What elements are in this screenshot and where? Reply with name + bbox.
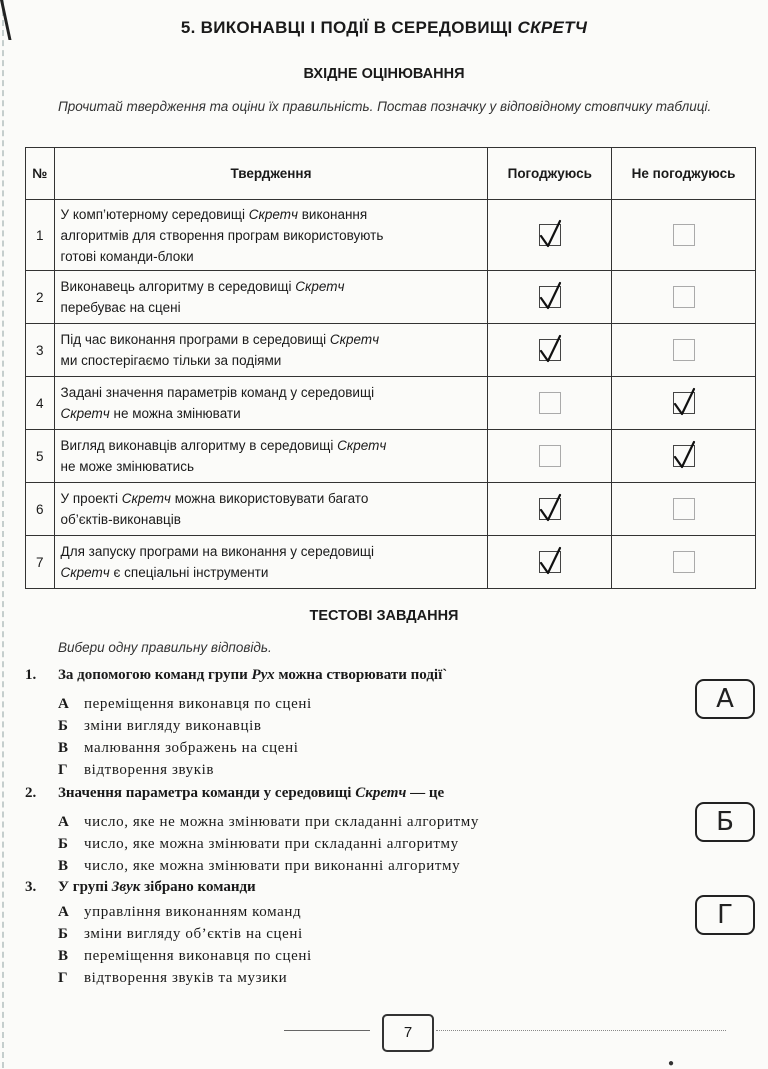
footer-line-left: [284, 1030, 370, 1031]
option-text: число, яке не можна змінювати при складанні алгоритму: [84, 814, 479, 830]
agree-checkbox-cell: [488, 377, 612, 430]
statement-line: [61, 488, 482, 509]
disagree-checkbox[interactable]: [673, 286, 695, 308]
table-row: [26, 271, 756, 324]
statement-italic-term: Скретч: [295, 279, 345, 294]
option-letter: В: [58, 948, 69, 964]
checkmark-icon: [671, 440, 697, 470]
row-number: 4: [26, 377, 55, 430]
row-statement: [54, 483, 488, 536]
statement-text: не можна змінювати: [109, 406, 241, 421]
row-statement: [54, 271, 488, 324]
option-text: число, яке можна змінювати при складанні алгоритму: [84, 836, 459, 852]
answer-option[interactable]: [58, 740, 298, 757]
agree-checkbox-cell: [488, 324, 612, 377]
table-row: [26, 200, 756, 271]
option-letter: В: [58, 740, 69, 756]
question-text: [58, 879, 256, 896]
agree-checkbox[interactable]: [539, 498, 561, 520]
answer-box-q3: Г: [695, 895, 755, 935]
header-statement: Твердження: [54, 148, 488, 200]
agree-checkbox[interactable]: [539, 392, 561, 414]
statement-text: є спеціальні інструменти: [109, 565, 269, 580]
disagree-checkbox-cell: [612, 200, 756, 271]
header-agree: Погоджуюсь: [488, 148, 612, 200]
statement-line: [61, 276, 482, 297]
row-number: 6: [26, 483, 55, 536]
disagree-checkbox-cell: [612, 271, 756, 324]
disagree-checkbox-cell: [612, 377, 756, 430]
question-text: [58, 785, 444, 802]
answer-option[interactable]: [58, 904, 301, 921]
statement-italic-term: Скретч: [329, 332, 380, 347]
header-disagree: Не погоджуюсь: [612, 148, 756, 200]
statement-line: [61, 435, 482, 456]
disagree-checkbox[interactable]: [673, 339, 695, 361]
page-left-edge: [2, 0, 5, 1068]
option-letter: Г: [58, 762, 68, 778]
agree-checkbox[interactable]: [539, 339, 561, 361]
row-statement: [54, 430, 488, 483]
answer-option[interactable]: [58, 926, 303, 943]
agree-checkbox[interactable]: [539, 224, 561, 246]
statement-line: [61, 403, 482, 424]
checkmark-icon: [537, 334, 563, 364]
disagree-checkbox[interactable]: [673, 445, 695, 467]
statement-text: готові команди-блоки: [60, 248, 194, 264]
section-title-tests: ТЕСТОВІ ЗАВДАННЯ: [309, 608, 459, 624]
statement-text: Під час виконання програми в середовищі: [60, 332, 330, 347]
agree-checkbox[interactable]: [539, 286, 561, 308]
option-text: зміни вигляду об’єктів на сцені: [84, 926, 303, 942]
statement-line: [61, 562, 482, 583]
statement-text: Для запуску програми на виконання у середовищі: [60, 544, 374, 559]
option-text: малювання зображень на сцені: [84, 740, 299, 756]
agree-checkbox-cell: [488, 271, 612, 324]
question-italic-term: Звук: [111, 879, 141, 895]
option-text: відтворення звуків та музики: [84, 970, 288, 986]
statement-line: [61, 204, 482, 225]
question-number: 3.: [25, 879, 37, 895]
statement-italic-term: Скретч: [60, 406, 110, 421]
row-statement: [54, 324, 488, 377]
option-text: відтворення звуків: [84, 762, 215, 778]
option-text: переміщення виконавця по сцені: [84, 696, 312, 712]
row-number: 5: [26, 430, 55, 483]
option-text: число, яке можна змінювати при виконанні алгоритму: [84, 858, 461, 874]
row-statement: [54, 377, 488, 430]
option-text: переміщення виконавця по сцені: [84, 948, 312, 964]
option-letter: Б: [58, 926, 68, 942]
checkmark-icon: [537, 546, 563, 576]
answer-box-q1: А: [695, 679, 755, 719]
question-text-part: — це: [406, 785, 445, 801]
statement-line: [61, 456, 482, 477]
question-italic-term: Рух: [251, 667, 275, 683]
option-letter: А: [58, 696, 69, 712]
answer-option[interactable]: [58, 970, 287, 987]
agree-checkbox[interactable]: [539, 445, 561, 467]
row-statement: [54, 200, 488, 271]
statement-italic-term: Скретч: [121, 491, 171, 506]
answer-box-q2: Б: [695, 802, 755, 842]
question-italic-term: Скретч: [355, 785, 407, 801]
option-text: зміни вигляду виконавців: [84, 718, 262, 734]
table-row: [26, 377, 756, 430]
footer-dot-mark: ●: [668, 1058, 675, 1069]
row-number: 7: [26, 536, 55, 589]
disagree-checkbox[interactable]: [673, 498, 695, 520]
assessment-table: [25, 147, 756, 589]
agree-checkbox[interactable]: [539, 551, 561, 573]
statement-text: алгоритмів для створення програм використовують: [60, 227, 384, 243]
disagree-checkbox-cell: [612, 536, 756, 589]
disagree-checkbox[interactable]: [673, 551, 695, 573]
answer-option[interactable]: [58, 858, 460, 875]
answer-option[interactable]: [58, 836, 459, 853]
row-number: 1: [26, 200, 55, 271]
statement-text: не може змінюватись: [60, 459, 194, 474]
answer-option[interactable]: [58, 948, 312, 965]
checkmark-icon: [537, 493, 563, 523]
answer-option[interactable]: [58, 814, 479, 831]
table-row: [26, 536, 756, 589]
section1-instruction: Прочитай твердження та оціни їх правильність. Постав позначку у відповідному стовпчику таблиці.: [58, 99, 712, 114]
statement-line: [61, 350, 482, 371]
page-title-italic: СКРЕТЧ: [517, 18, 588, 37]
disagree-checkbox-cell: [612, 430, 756, 483]
question-text-part: У групі: [58, 879, 112, 895]
disagree-checkbox[interactable]: [673, 392, 695, 414]
row-statement: [54, 536, 488, 589]
option-letter: Б: [58, 718, 68, 734]
disagree-checkbox-cell: [612, 483, 756, 536]
row-number: 2: [26, 271, 55, 324]
agree-checkbox-cell: [488, 483, 612, 536]
table-row: [26, 430, 756, 483]
statement-text: виконання: [297, 206, 368, 222]
statement-italic-term: Скретч: [60, 565, 110, 580]
question-number: 2.: [25, 785, 37, 801]
answer-option[interactable]: [58, 762, 214, 779]
statement-text: об’єктів-виконавців: [60, 512, 181, 527]
page-number: 7: [382, 1014, 434, 1052]
option-letter: Б: [58, 836, 68, 852]
checkmark-icon: [537, 219, 563, 249]
statement-line: [61, 246, 482, 267]
answer-option[interactable]: [58, 718, 262, 735]
statement-text: Задані значення параметрів команд у середовищі: [60, 385, 375, 400]
statement-line: [61, 297, 482, 318]
question-text-part: можна створювати події`: [274, 667, 448, 683]
option-letter: А: [58, 814, 69, 830]
statement-text: У проекті: [60, 491, 122, 506]
question-text: [58, 667, 447, 684]
header-number: №: [26, 148, 55, 200]
page-title-prefix: 5. ВИКОНАВЦІ І ПОДІЇ В СЕРЕДОВИЩІ: [180, 18, 518, 37]
statement-text: У комп’ютерному середовищі: [60, 206, 249, 222]
statement-text: Вигляд виконавців алгоритму в середовищі: [60, 438, 338, 453]
statement-line: [61, 382, 482, 403]
option-letter: А: [58, 904, 69, 920]
checkmark-icon: [537, 281, 563, 311]
statement-text: ми спостерігаємо тільки за подіями: [60, 353, 282, 368]
statement-line: [61, 541, 482, 562]
option-letter: Г: [58, 970, 68, 986]
statement-text: перебуває на сцені: [60, 300, 181, 315]
statement-italic-term: Скретч: [248, 206, 298, 222]
row-number: 3: [26, 324, 55, 377]
statement-text: можна використовувати багато: [170, 491, 369, 506]
agree-checkbox-cell: [488, 536, 612, 589]
statement-text: Виконавець алгоритму в середовищі: [60, 279, 296, 294]
page-title: [0, 18, 768, 38]
table-row: [26, 324, 756, 377]
checkmark-icon: [671, 387, 697, 417]
question-number: 1.: [25, 667, 37, 683]
section-title-entry-assessment: ВХІДНЕ ОЦІНЮВАННЯ: [303, 66, 465, 82]
question-text-part: За допомогою команд групи: [58, 667, 252, 683]
table-row: [26, 483, 756, 536]
disagree-checkbox[interactable]: [673, 224, 695, 246]
question-text-part: зібрано команди: [140, 879, 256, 895]
answer-option[interactable]: [58, 696, 312, 713]
statement-line: [61, 329, 482, 350]
disagree-checkbox-cell: [612, 324, 756, 377]
statement-line: [61, 225, 482, 246]
section2-instruction: Вибери одну правильну відповідь.: [58, 640, 272, 655]
agree-checkbox-cell: [488, 200, 612, 271]
question-text-part: Значення параметра команди у середовищі: [58, 785, 356, 801]
agree-checkbox-cell: [488, 430, 612, 483]
statement-line: [61, 509, 482, 530]
statement-italic-term: Скретч: [337, 438, 387, 453]
footer-line-right: [436, 1030, 726, 1031]
table-header-row: [26, 148, 756, 200]
option-text: управління виконанням команд: [84, 904, 302, 920]
option-letter: В: [58, 858, 69, 874]
